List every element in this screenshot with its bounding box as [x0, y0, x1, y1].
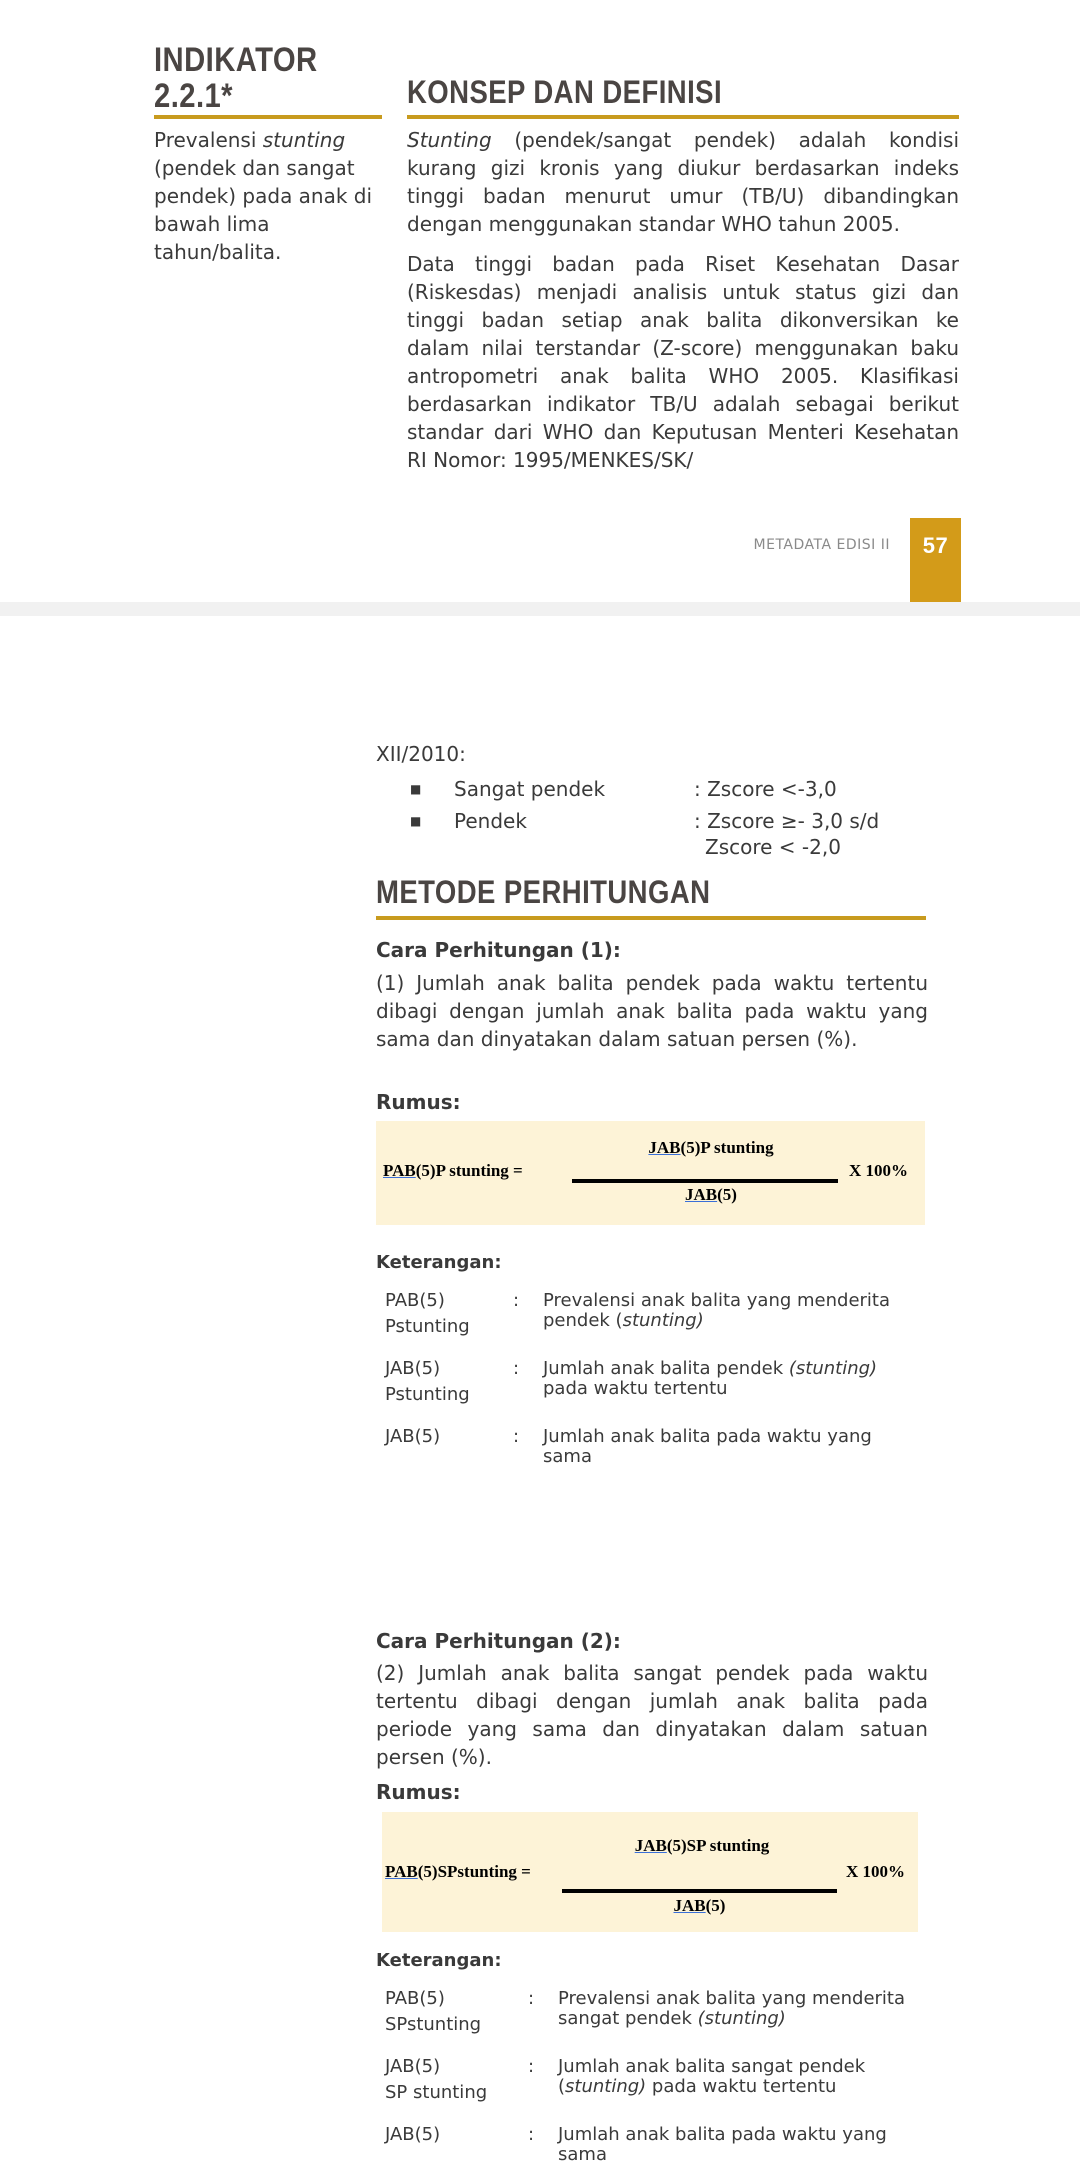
keterangan-2-list [385, 1986, 925, 2181]
formula-2-box [382, 1812, 918, 1932]
list-item: JAB(5) : Jumlah anak balita pada waktu yang sama [385, 1426, 872, 1467]
keterangan-2-label: Keterangan: [376, 1950, 502, 1971]
cara-2-heading: Cara Perhitungan (2): [376, 1629, 621, 1653]
formula-2-numerator: JAB(5)SP stunting [634, 1836, 770, 1855]
classification-list [376, 776, 936, 866]
section-title-konsep: KONSEP DAN DEFINISI [407, 74, 723, 110]
konsep-body [407, 126, 959, 486]
list-item: JAB(5) : Jumlah anak balita pada waktu yang sama [385, 2124, 887, 2165]
indicator-rule [154, 115, 382, 119]
list-item: ■ Sangat pendek : Zscore <-3,0 [376, 776, 936, 802]
continuation-text: XII/2010: [376, 742, 466, 766]
list-item: PAB(5) Pstunting : Prevalensi anak balita yang menderita pendek (stunting) [385, 1290, 891, 1337]
bullet-square-icon: ■ [410, 814, 422, 828]
page-gap [0, 602, 1080, 616]
list-item: JAB(5) Pstunting : Jumlah anak balita pendek (stunting) pada waktu tertentu [385, 1358, 878, 1405]
indicator-title-line1: INDIKATOR [154, 41, 318, 79]
cara-2-text: (2) Jumlah anak balita sangat pendek pada waktu tertentu dibagi dengan jumlah anak balita pada periode yang sama dan dinyatakan dalam satuan persen (%). [376, 1661, 928, 1769]
page-57 [0, 0, 1080, 602]
formula-1-multiplier: X 100% [849, 1161, 909, 1180]
cara-1-text: (1) Jumlah anak balita pendek pada waktu tertentu dibagi dengan jumlah anak balita pada waktu yang sama dan dinyatakan dalam satuan persen (%). [376, 971, 928, 1051]
page-number-badge: 57 [910, 518, 961, 602]
formula-1-lhs: PAB(5)P stunting = [383, 1161, 523, 1180]
bullet-square-icon: ■ [410, 782, 422, 796]
formula-2-lhs: PAB(5)SPstunting = [385, 1862, 531, 1881]
list-item: ■ Pendek : Zscore ≥- 3,0 s/d Zscore < -2,0 [376, 808, 936, 860]
formula-1-fraction-bar [572, 1179, 838, 1183]
formula-1-denominator: JAB(5) [685, 1185, 737, 1204]
indicator-title [154, 42, 378, 114]
footer-label: METADATA EDISI II [753, 537, 890, 553]
keterangan-1-label: Keterangan: [376, 1252, 502, 1273]
list-item: PAB(5) SPstunting : Prevalensi anak balita yang menderita sangat pendek (stunting) [385, 1988, 906, 2035]
page-58 [0, 616, 1080, 2165]
formula-1-box [376, 1121, 925, 1225]
indicator-title-line2: 2.2.1* [154, 77, 233, 115]
keterangan-1-list [385, 1288, 925, 1483]
konsep-paragraph-1: Stunting (pendek/sangat pendek) adalah kondisi kurang gizi kronis yang diukur berdasarkan indeks tinggi badan menurut umur (TB/U) dibandingkan dengan menggunakan standar WHO tahun 2005. [407, 128, 959, 236]
formula-2-fraction-bar [562, 1889, 837, 1893]
rumus-1-label: Rumus: [376, 1090, 461, 1114]
konsep-paragraph-2: Data tinggi badan pada Riset Kesehatan Dasar (Riskesdas) menjadi analisis untuk status gizi dan tinggi badan setiap anak balita dikonversikan ke dalam nilai terstandar (Z-score) menggunakan baku antropometri anak balita WHO 2005. Klasifikasi berdasarkan indikator TB/U adalah sebagai berikut standar dari WHO dan Keputusan Menteri Kesehatan RI Nomor: 1995/MENKES/SK/ [407, 252, 959, 472]
section-rule-konsep [407, 115, 959, 119]
rumus-2-label: Rumus: [376, 1780, 461, 1804]
formula-1-numerator: JAB(5)P stunting [648, 1138, 774, 1157]
section-title-metode: METODE PERHITUNGAN [376, 874, 711, 910]
list-item: JAB(5) SP stunting : Jumlah anak balita sangat pendek (stunting) pada waktu tertentu [385, 2056, 866, 2103]
cara-1-heading: Cara Perhitungan (1): [376, 938, 621, 962]
indicator-description: Prevalensi stunting (pendek dan sangat pendek) pada anak di bawah lima tahun/balita. [154, 128, 373, 264]
formula-2-multiplier: X 100% [846, 1862, 906, 1881]
formula-2-denominator: JAB(5) [673, 1896, 726, 1915]
section-rule-metode [376, 916, 926, 920]
